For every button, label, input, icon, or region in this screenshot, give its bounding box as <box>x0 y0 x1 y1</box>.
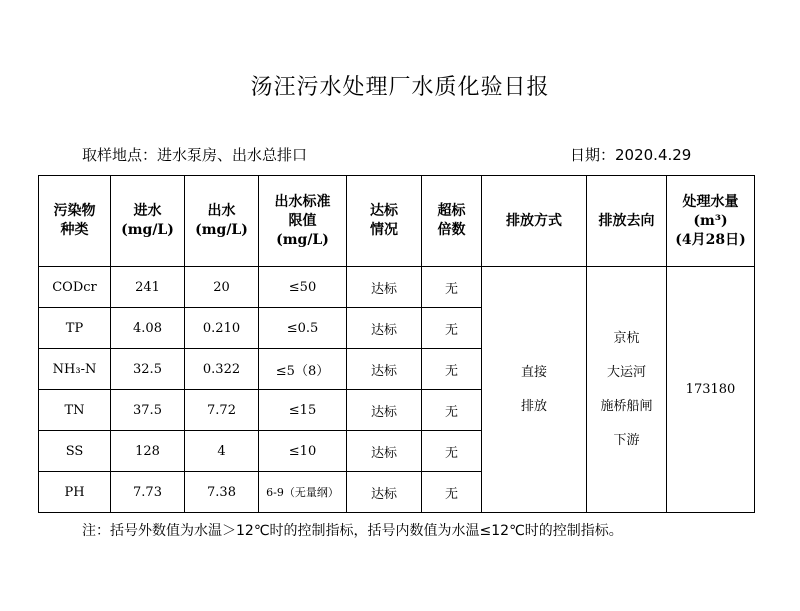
pollutant-name: TN <box>39 390 111 431</box>
header-status: 达标 情况 <box>347 176 422 267</box>
sampling-location: 取样地点：进水泵房、出水总排口 <box>82 146 308 164</box>
exceed-value: 无 <box>422 267 482 308</box>
inflow-value: 241 <box>111 267 185 308</box>
status-value: 达标 <box>347 390 422 431</box>
pollutant-name: CODcr <box>39 267 111 308</box>
limit-value: 6-9（无量纲） <box>259 472 347 513</box>
status-value: 达标 <box>347 308 422 349</box>
inflow-value: 128 <box>111 431 185 472</box>
header-discharge-destination: 排放去向 <box>587 176 667 267</box>
outflow-value: 20 <box>185 267 259 308</box>
status-value: 达标 <box>347 349 422 390</box>
exceed-value: 无 <box>422 431 482 472</box>
exceed-value: 无 <box>422 349 482 390</box>
status-value: 达标 <box>347 267 422 308</box>
limit-value: ≤5（8） <box>259 349 347 390</box>
inflow-value: 32.5 <box>111 349 185 390</box>
outflow-value: 7.72 <box>185 390 259 431</box>
water-quality-table <box>38 175 755 513</box>
report-title: 汤汪污水处理厂水质化验日报 <box>250 75 550 100</box>
inflow-value: 4.08 <box>111 308 185 349</box>
status-value: 达标 <box>347 431 422 472</box>
header-limit: 出水标准 限值 (mg/L) <box>259 176 347 267</box>
discharge-method-cell: 直接 排放 <box>482 267 587 513</box>
exceed-value: 无 <box>422 308 482 349</box>
outflow-value: 0.210 <box>185 308 259 349</box>
table-row <box>39 267 755 308</box>
header-inflow: 进水 (mg/L) <box>111 176 185 267</box>
limit-value: ≤15 <box>259 390 347 431</box>
discharge-destination-cell: 京杭 大运河 施桥船闸 下游 <box>587 267 667 513</box>
limit-value: ≤0.5 <box>259 308 347 349</box>
table-header-row <box>39 176 755 267</box>
exceed-value: 无 <box>422 472 482 513</box>
inflow-value: 37.5 <box>111 390 185 431</box>
header-pollutant: 污染物 种类 <box>39 176 111 267</box>
outflow-value: 7.38 <box>185 472 259 513</box>
treated-volume: 173180 <box>667 267 755 513</box>
pollutant-name: NH₃-N <box>39 349 111 390</box>
pollutant-name: SS <box>39 431 111 472</box>
limit-value: ≤10 <box>259 431 347 472</box>
limit-value: ≤50 <box>259 267 347 308</box>
report-date: 日期：2020.4.29 <box>570 146 692 164</box>
pollutant-name: TP <box>39 308 111 349</box>
header-discharge-method: 排放方式 <box>482 176 587 267</box>
status-value: 达标 <box>347 472 422 513</box>
header-exceed: 超标 倍数 <box>422 176 482 267</box>
pollutant-name: PH <box>39 472 111 513</box>
header-outflow: 出水 (mg/L) <box>185 176 259 267</box>
exceed-value: 无 <box>422 390 482 431</box>
footnote: 注：括号外数值为水温＞12℃时的控制指标，括号内数值为水温≤12℃时的控制指标。 <box>82 523 623 539</box>
outflow-value: 0.322 <box>185 349 259 390</box>
inflow-value: 7.73 <box>111 472 185 513</box>
outflow-value: 4 <box>185 431 259 472</box>
header-volume: 处理水量 (m³) (4月28日) <box>667 176 755 267</box>
